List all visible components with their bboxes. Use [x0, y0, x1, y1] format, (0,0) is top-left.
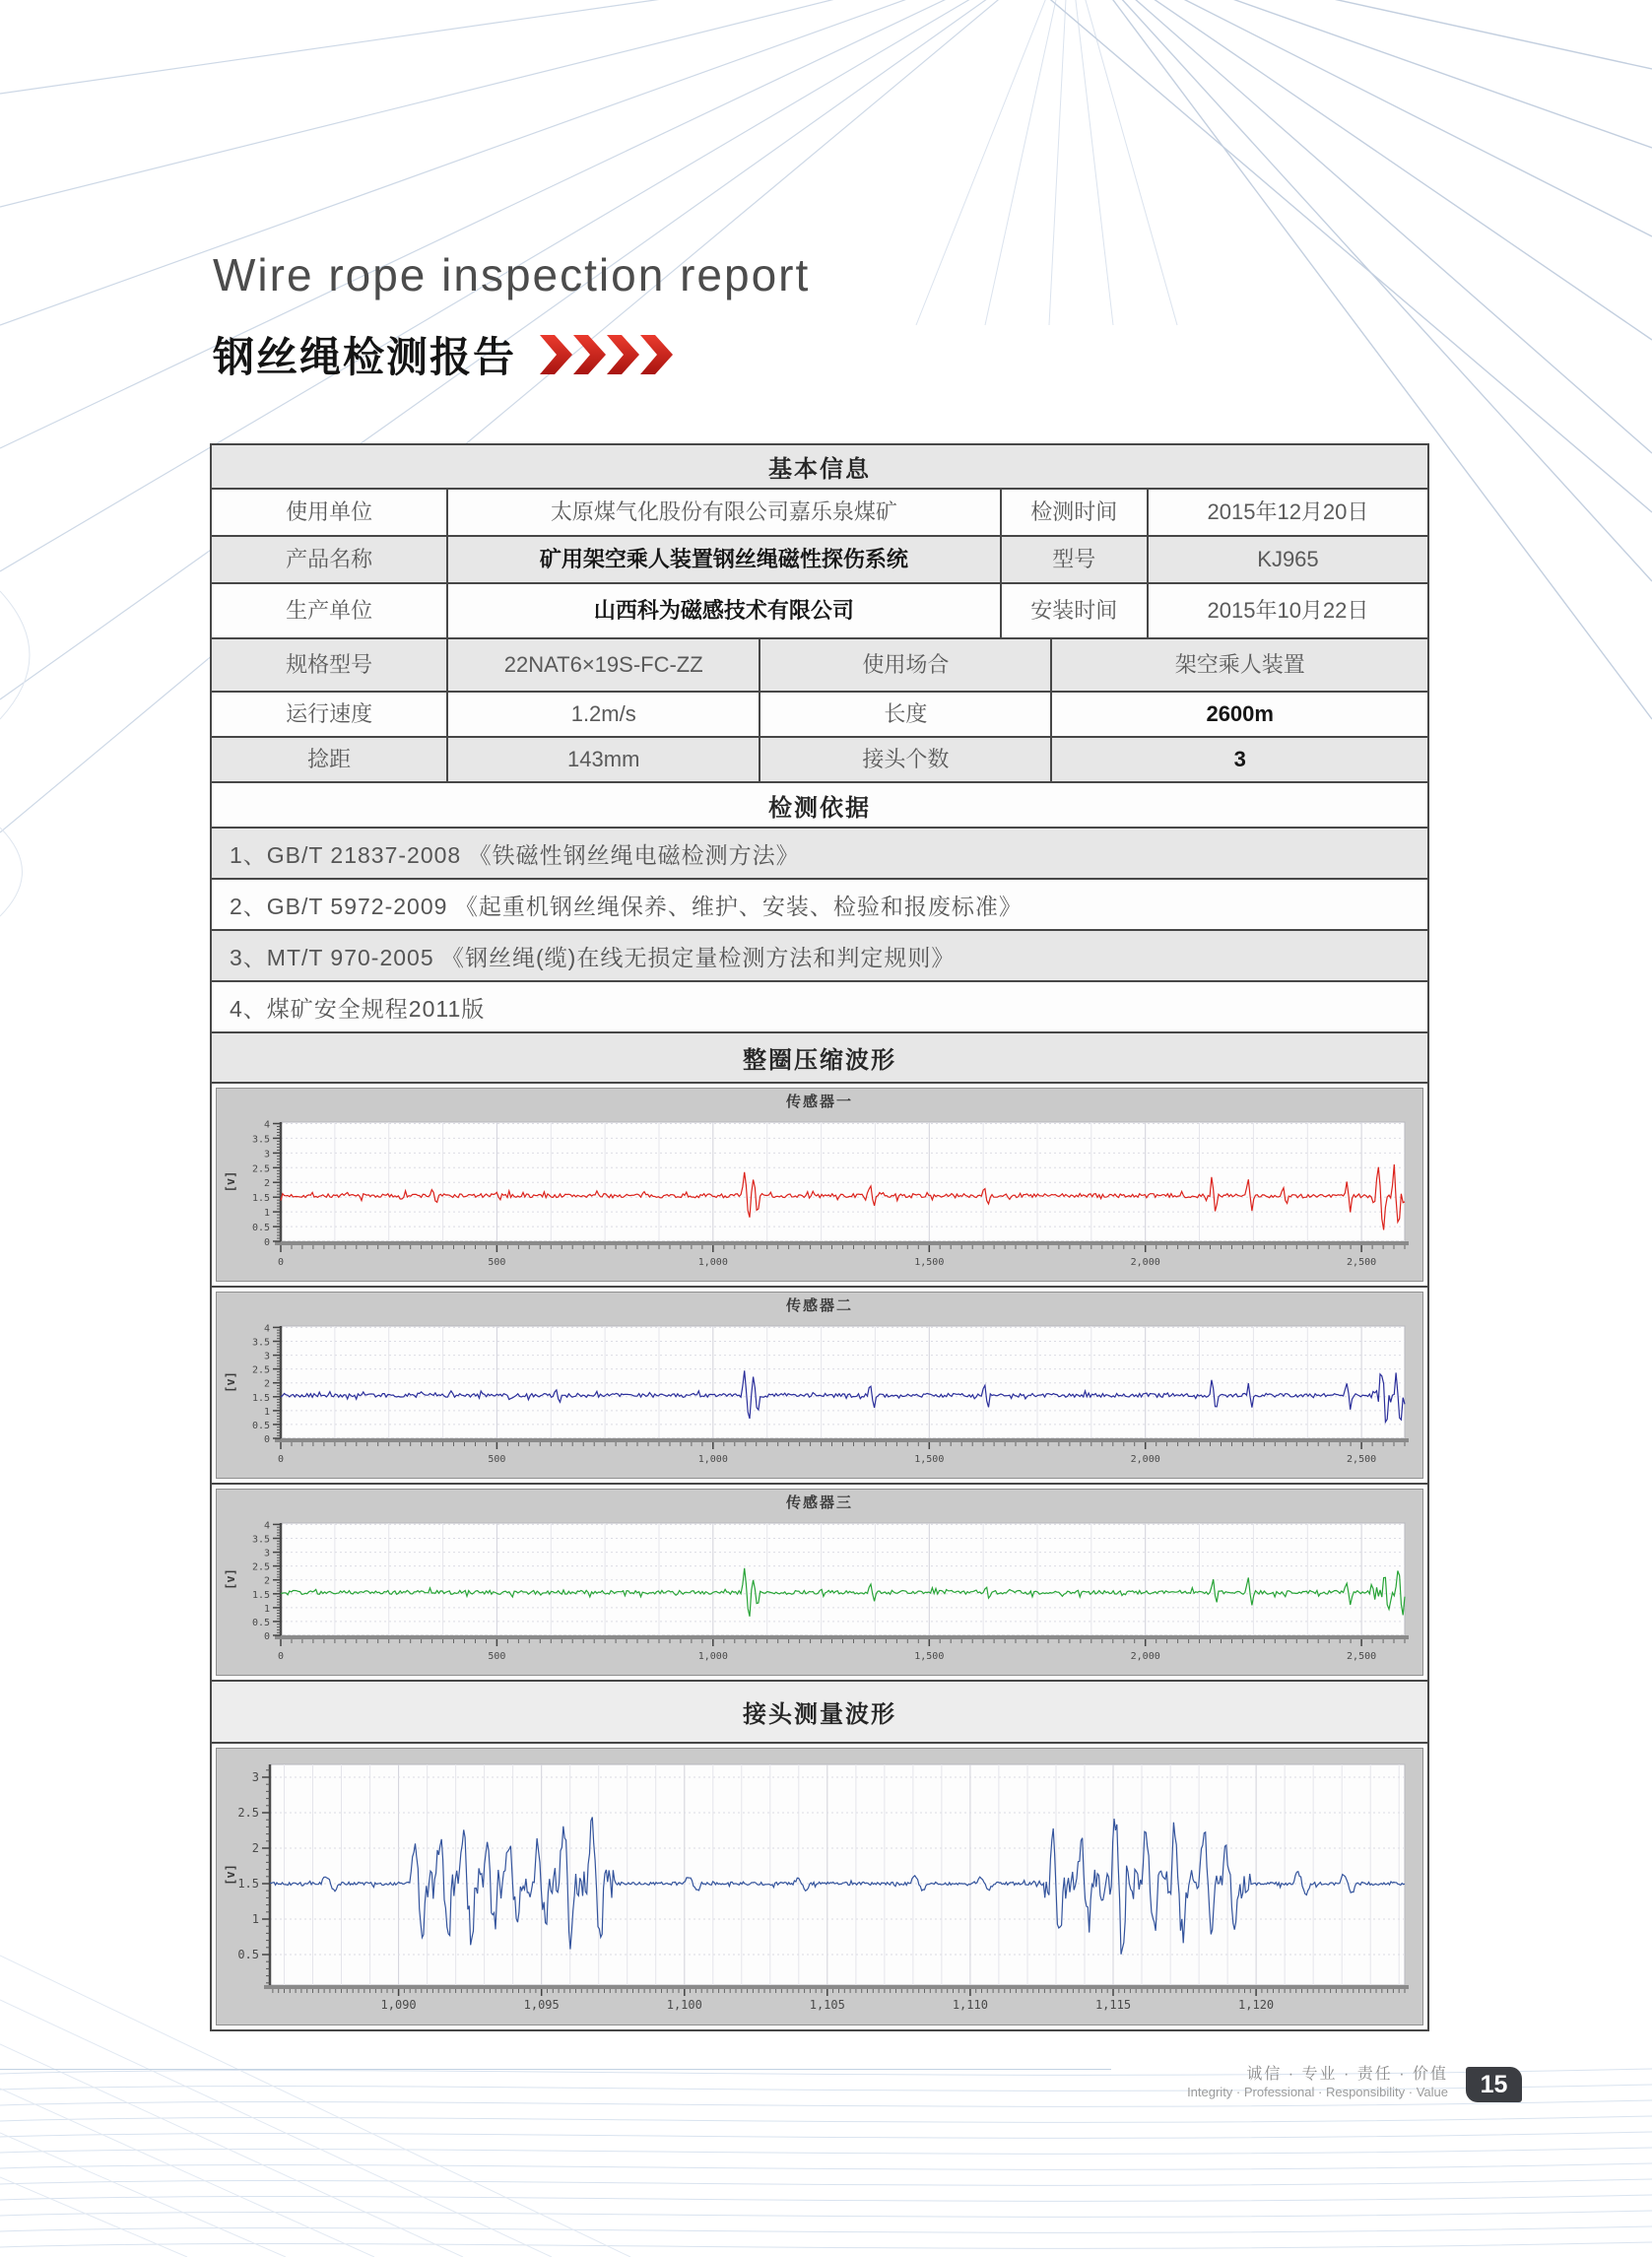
value-inspection-date: 2015年12月20日 — [1147, 490, 1427, 535]
svg-text:4: 4 — [263, 1323, 270, 1335]
chart-title-sensor2: 传感器二 — [785, 1297, 853, 1314]
label-application: 使用场合 — [759, 639, 1050, 691]
page-title-chinese: 钢丝绳检测报告 — [213, 334, 517, 380]
page-number-badge: 15 — [1466, 2067, 1522, 2102]
svg-text:[v]: [v] — [224, 1864, 237, 1886]
waveform-row-joint — [212, 1742, 1427, 2029]
table-row-lay-pitch — [212, 736, 1427, 781]
svg-text:1,095: 1,095 — [523, 1998, 560, 2012]
svg-text:0: 0 — [277, 1257, 285, 1268]
basis-item-4: 4、煤矿安全规程2011版 — [212, 980, 1427, 1031]
svg-text:0.5: 0.5 — [251, 1420, 270, 1431]
svg-text:2.5: 2.5 — [251, 1561, 270, 1573]
label-install-date: 安装时间 — [1000, 584, 1147, 637]
chart-panel-sensor1 — [216, 1088, 1423, 1282]
svg-text:2: 2 — [251, 1841, 259, 1855]
inspection-report-table — [210, 443, 1429, 2031]
svg-text:3: 3 — [263, 1149, 270, 1161]
red-chevrons-icon — [540, 335, 680, 374]
table-row-speed — [212, 691, 1427, 736]
chart-title-sensor3: 传感器三 — [785, 1494, 853, 1511]
waveform-chart-sensor1 — [221, 1114, 1419, 1277]
svg-text:2: 2 — [263, 1575, 270, 1587]
svg-text:1,500: 1,500 — [914, 1651, 945, 1662]
footer-divider — [0, 2069, 1111, 2070]
svg-text:1,115: 1,115 — [1094, 1998, 1132, 2012]
svg-text:3: 3 — [251, 1770, 259, 1784]
svg-text:[v]: [v] — [224, 1170, 237, 1193]
label-product-name: 产品名称 — [286, 546, 373, 571]
value-use-unit: 太原煤气化股份有限公司嘉乐泉煤矿 — [446, 490, 999, 535]
svg-text:2,000: 2,000 — [1130, 1454, 1160, 1465]
svg-text:1,000: 1,000 — [697, 1454, 728, 1465]
svg-text:2: 2 — [263, 1378, 270, 1390]
footer-motto-english: Integrity · Professional · Responsibility · Value — [1187, 2085, 1448, 2099]
chart-panel-joint — [216, 1748, 1423, 2025]
value-model: KJ965 — [1147, 537, 1427, 582]
page-title-english: Wire rope inspection report — [213, 249, 811, 300]
svg-text:500: 500 — [488, 1651, 506, 1662]
value-install-date: 2015年10月22日 — [1147, 584, 1427, 637]
section-header-joint-waveform: 接头测量波形 — [212, 1680, 1427, 1742]
value-joint-count: 3 — [1050, 738, 1427, 781]
label-manufacturer: 生产单位 — [286, 597, 373, 623]
svg-text:0.5: 0.5 — [251, 1223, 270, 1234]
label-inspection-date: 检测时间 — [1000, 490, 1147, 535]
svg-text:0: 0 — [263, 1237, 270, 1248]
value-manufacturer: 山西科为磁感技术有限公司 — [446, 584, 999, 637]
label-model: 型号 — [1000, 537, 1147, 582]
svg-text:0: 0 — [277, 1454, 285, 1465]
svg-text:2,500: 2,500 — [1347, 1257, 1377, 1268]
table-row-use-unit — [212, 488, 1427, 535]
svg-text:3.5: 3.5 — [251, 1337, 270, 1349]
label-speed: 运行速度 — [286, 700, 373, 726]
svg-text:1: 1 — [263, 1603, 270, 1615]
label-use-unit: 使用单位 — [286, 498, 373, 524]
svg-text:1.5: 1.5 — [237, 1877, 259, 1891]
svg-text:1,000: 1,000 — [697, 1257, 728, 1268]
value-application: 架空乘人装置 — [1050, 639, 1427, 691]
svg-text:1,120: 1,120 — [1238, 1998, 1275, 2012]
waveform-chart-sensor3 — [221, 1515, 1419, 1671]
section-header-full-loop-waveform: 整圈压缩波形 — [212, 1031, 1427, 1082]
svg-text:[v]: [v] — [224, 1371, 237, 1393]
label-length: 长度 — [759, 693, 1050, 736]
section-header-basis: 检测依据 — [212, 781, 1427, 827]
svg-text:500: 500 — [488, 1257, 506, 1268]
waveform-row-sensor1 — [212, 1082, 1427, 1286]
label-spec-model: 规格型号 — [286, 651, 373, 677]
svg-text:0.5: 0.5 — [251, 1617, 270, 1628]
svg-text:3: 3 — [263, 1351, 270, 1362]
waveform-row-sensor2 — [212, 1286, 1427, 1483]
svg-text:0.5: 0.5 — [237, 1948, 259, 1961]
chart-title-sensor1: 传感器一 — [785, 1094, 853, 1110]
svg-text:2,500: 2,500 — [1347, 1454, 1377, 1465]
svg-text:1: 1 — [263, 1406, 270, 1418]
svg-text:1,100: 1,100 — [666, 1998, 702, 2012]
value-spec-model: 22NAT6×19S-FC-ZZ — [446, 639, 759, 691]
chart-panel-sensor2 — [216, 1292, 1423, 1479]
svg-text:1,090: 1,090 — [380, 1998, 417, 2012]
table-row-manufacturer — [212, 582, 1427, 637]
value-product-name: 矿用架空乘人装置钢丝绳磁性探伤系统 — [446, 537, 999, 582]
svg-text:1.5: 1.5 — [251, 1392, 270, 1404]
value-length: 2600m — [1050, 693, 1427, 736]
section-header-basic-info: 基本信息 — [212, 445, 1427, 488]
svg-text:2.5: 2.5 — [237, 1806, 259, 1820]
svg-text:2,000: 2,000 — [1130, 1651, 1160, 1662]
svg-text:1: 1 — [263, 1208, 270, 1220]
svg-text:500: 500 — [488, 1454, 506, 1465]
label-joint-count: 接头个数 — [759, 738, 1050, 781]
svg-text:4: 4 — [263, 1119, 270, 1131]
table-row-spec-model — [212, 637, 1427, 691]
basis-item-1: 1、GB/T 21837-2008 《铁磁性钢丝绳电磁检测方法》 — [212, 827, 1427, 878]
svg-text:1,110: 1,110 — [952, 1998, 988, 2012]
waveform-chart-sensor2 — [221, 1318, 1419, 1474]
svg-text:3: 3 — [263, 1548, 270, 1560]
footer-motto — [1187, 2065, 1448, 2100]
svg-text:0: 0 — [277, 1651, 285, 1662]
svg-text:1,105: 1,105 — [809, 1998, 845, 2012]
value-lay-pitch: 143mm — [446, 738, 759, 781]
svg-text:1.5: 1.5 — [251, 1193, 270, 1205]
svg-text:1,000: 1,000 — [697, 1651, 728, 1662]
svg-text:[v]: [v] — [224, 1568, 237, 1590]
page-title-block — [213, 325, 680, 384]
svg-text:1: 1 — [251, 1912, 259, 1926]
basis-item-2: 2、GB/T 5972-2009 《起重机钢丝绳保养、维护、安装、检验和报废标准》 — [212, 878, 1427, 929]
waveform-row-sensor3 — [212, 1483, 1427, 1680]
svg-text:1,500: 1,500 — [914, 1257, 945, 1268]
svg-text:0: 0 — [263, 1631, 270, 1642]
value-speed: 1.2m/s — [446, 693, 759, 736]
svg-text:2,000: 2,000 — [1130, 1257, 1160, 1268]
svg-text:1.5: 1.5 — [251, 1589, 270, 1601]
svg-text:2.5: 2.5 — [251, 1163, 270, 1175]
svg-text:0: 0 — [263, 1434, 270, 1445]
footer-motto-chinese: 诚信 · 专业 · 责任 · 价值 — [1246, 2066, 1448, 2083]
chart-panel-sensor3 — [216, 1489, 1423, 1676]
svg-text:2,500: 2,500 — [1347, 1651, 1377, 1662]
basis-item-3: 3、MT/T 970-2005 《钢丝绳(缆)在线无损定量检测方法和判定规则》 — [212, 929, 1427, 980]
waveform-chart-joint — [221, 1757, 1419, 2021]
svg-text:4: 4 — [263, 1520, 270, 1532]
svg-text:2: 2 — [263, 1178, 270, 1190]
label-lay-pitch: 捻距 — [307, 746, 352, 771]
table-row-product-name — [212, 535, 1427, 582]
svg-text:1,500: 1,500 — [914, 1454, 945, 1465]
svg-text:3.5: 3.5 — [251, 1134, 270, 1146]
svg-text:3.5: 3.5 — [251, 1534, 270, 1546]
svg-text:2.5: 2.5 — [251, 1364, 270, 1376]
